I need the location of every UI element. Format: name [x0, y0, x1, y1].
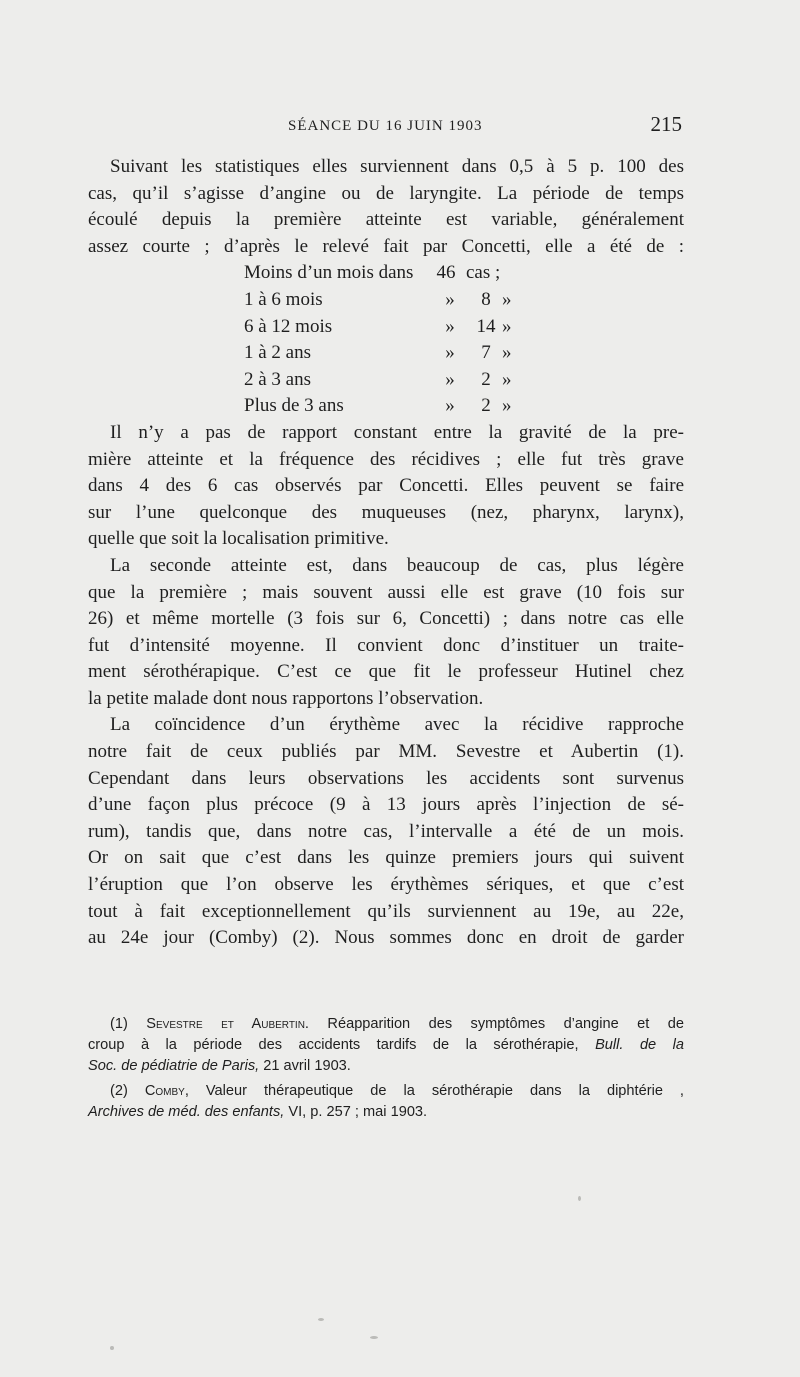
stat-row: [244, 314, 684, 341]
stat-row: [244, 340, 684, 367]
footnote-date: 21 avril 1903.: [263, 1058, 351, 1074]
footnote-text: croup à la période des accidents tardifs de la sérothérapie,: [88, 1037, 579, 1053]
ditto-mark: »: [445, 395, 455, 417]
page-number: 215: [650, 112, 682, 136]
footnote-marker: (1): [110, 1016, 128, 1032]
text-line: Il n’y a pas de rapport constant entre la gravité de la pre-: [110, 421, 684, 443]
text-line: la petite malade dont nous rapportons l’observation.: [88, 687, 484, 709]
text-line: Or on sait que c’est dans les quinze premiers jours qui suivent: [88, 847, 684, 869]
text-line: rum), tandis que, dans notre cas, l’intervalle a été de un mois.: [88, 820, 684, 842]
footnote-journal: Bull. de la: [595, 1037, 684, 1053]
page-header: [88, 112, 684, 142]
text-line: cas, qu’il s’agisse d’angine ou de laryngite. La période de temps: [88, 182, 684, 204]
text-line: La coïncidence d’un érythème avec la récidive rapproche: [110, 714, 684, 736]
text-line: notre fait de ceux publiés par MM. Sevestre et Aubertin (1).: [88, 741, 684, 763]
stat-count: 46: [436, 262, 456, 284]
text-line: Suivant les statistiques elles surviennent dans 0,5 à 5 p. 100 des: [110, 156, 684, 177]
text-line: tout à fait exceptionnellement qu’ils surviennent au 19e, au 22e,: [88, 900, 684, 922]
ditto-mark: »: [445, 368, 455, 390]
text-line: l’éruption que l’on observe les érythèmes sériques, et que c’est: [88, 874, 684, 896]
body-text: [88, 154, 684, 952]
ditto-mark: »: [502, 288, 512, 310]
text-line: mière atteinte et la fréquence des récidives ; elle fut très grave: [88, 448, 684, 470]
stat-row: [244, 367, 684, 394]
stat-row: [244, 393, 684, 420]
footnote-1: [88, 1014, 684, 1035]
footnotes: [88, 1014, 684, 1123]
ditto-mark: »: [502, 342, 512, 364]
text-line: quelle que soit la localisation primitive.: [88, 528, 389, 550]
stat-label: 1 à 2 ans: [244, 342, 312, 364]
text-line: ment sérothérapique. C’est ce que fit le professeur Hutinel chez: [88, 661, 684, 683]
ditto-mark: »: [445, 315, 455, 337]
paper-speck: [110, 1346, 114, 1350]
stat-suffix: cas ;: [466, 262, 501, 284]
stat-label: Moins d’un mois dans: [244, 262, 414, 284]
text-line: Cependant dans leurs observations les accidents sont survenus: [88, 767, 684, 789]
text-line: fut d’intensité moyenne. Il convient donc d’instituer un traite-: [88, 634, 684, 656]
stat-label: 2 à 3 ans: [244, 368, 312, 390]
paper-speck: [318, 1318, 324, 1321]
ditto-mark: »: [502, 368, 512, 390]
stat-count: 8: [481, 288, 491, 310]
statistics-list: [88, 260, 684, 420]
text-line: d’une façon plus précoce (9 à 13 jours après l’injection de sé-: [88, 794, 684, 816]
text-line: au 24e jour (Comby) (2). Nous sommes donc en droit de garder: [88, 927, 684, 949]
stat-count: 2: [481, 395, 491, 417]
paper-speck: [578, 1196, 581, 1201]
footnote-journal: Soc. de pédiatrie de Paris,: [88, 1058, 260, 1074]
text-line: sur l’une quelconque des muqueuses (nez, pharynx, larynx),: [88, 501, 684, 523]
footnote-text: Réapparition des symptômes d’angine et de: [327, 1016, 684, 1032]
text-line: que la première ; mais souvent aussi elle est grave (10 fois sur: [88, 581, 684, 603]
footnote-journal: Archives de méd. des enfants,: [88, 1104, 285, 1120]
text-line: La seconde atteinte est, dans beaucoup de cas, plus légère: [110, 554, 684, 576]
ditto-mark: »: [502, 315, 512, 337]
stat-label: 1 à 6 mois: [244, 288, 323, 310]
stat-count: 14: [476, 315, 496, 337]
paper-speck: [370, 1336, 378, 1339]
footnote-marker: (2): [110, 1083, 128, 1099]
footnote-line: [88, 1102, 684, 1123]
ditto-mark: »: [445, 342, 455, 364]
footnote-author: Comby,: [144, 1083, 189, 1099]
footnote-2: [88, 1081, 684, 1102]
footnote-line: [88, 1056, 684, 1077]
footnote-text: Valeur thérapeutique de la sérothérapie dans la diphtérie ,: [205, 1083, 684, 1099]
footnote-ref: VI, p. 257 ; mai 1903.: [288, 1104, 428, 1120]
stat-row: [244, 260, 684, 287]
stat-row: [244, 287, 684, 314]
text-line: dans 4 des 6 cas observés par Concetti. Elles peuvent se faire: [88, 475, 684, 497]
stat-count: 7: [481, 342, 491, 364]
text-line: assez courte ; d’après le relevé fait par Concetti, elle a été de :: [88, 235, 684, 257]
running-head: SÉANCE DU 16 JUIN 1903: [288, 118, 483, 134]
ditto-mark: »: [502, 395, 512, 417]
stat-count: 2: [481, 368, 491, 390]
text-line: écoulé depuis la première atteinte est variable, généralement: [88, 209, 684, 231]
text-line: 26) et même mortelle (3 fois sur 6, Concetti) ; dans notre cas elle: [88, 608, 684, 630]
stat-label: Plus de 3 ans: [244, 395, 344, 417]
footnote-authors: Sevestre et Aubertin.: [146, 1016, 309, 1032]
footnote-line: [88, 1035, 684, 1056]
ditto-mark: »: [445, 288, 455, 310]
stat-label: 6 à 12 mois: [244, 315, 333, 337]
